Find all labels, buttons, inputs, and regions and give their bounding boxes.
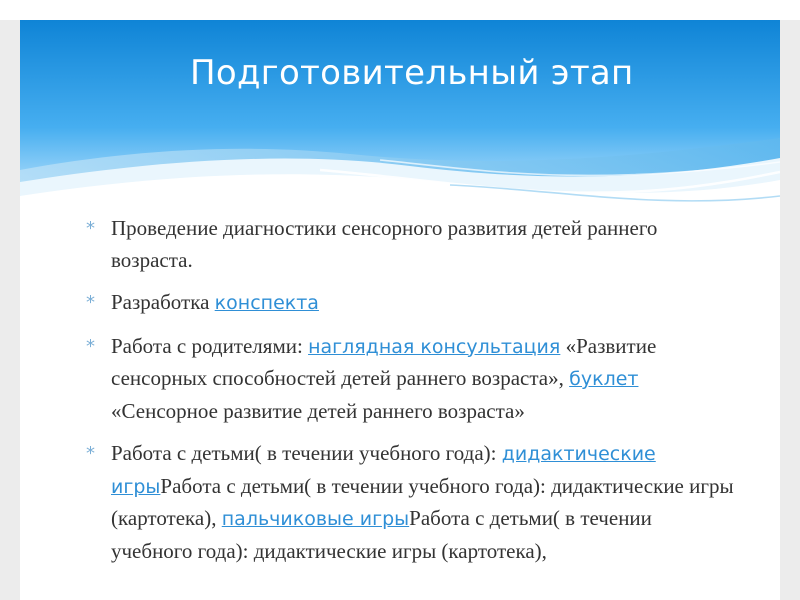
bullet-text: Работа с детьми( в течении учебного года): <box>111 441 502 465</box>
bullet-text: Проведение диагностики сенсорного развития детей раннего возраста. <box>111 216 658 272</box>
booklet-link[interactable]: буклет <box>569 368 639 390</box>
bullet-text: Работа с родителями: <box>111 333 309 358</box>
bullet-text: Работа с детьми( в течении учебного года): дидактические игры (картотека), <box>111 506 652 563</box>
asterisk-bullet-icon: * <box>86 218 95 239</box>
finger-games-link[interactable]: пальчиковые игры <box>221 508 410 530</box>
bullet-item-children <box>86 438 736 567</box>
slide-header <box>20 20 780 215</box>
asterisk-bullet-icon: * <box>86 292 95 313</box>
header-wave-background <box>20 20 780 215</box>
bullet-text: Работа с детьми( в течении учебного года): дидактические игры (картотека), <box>111 473 734 530</box>
didactic-games-link[interactable]: дидактические игры <box>111 443 656 498</box>
asterisk-bullet-icon: * <box>86 443 95 464</box>
slide-title: Подготовительный этап <box>190 53 634 93</box>
right-side-bar <box>780 20 800 600</box>
bullet-text: «Развитие сенсорных способностей детей раннего возраста», <box>111 333 657 390</box>
bullet-text: Разработка <box>111 290 215 314</box>
bullet-item-parents <box>86 331 736 428</box>
bullet-item-diagnostics <box>86 213 736 276</box>
bullet-text: «Сенсорное развитие детей раннего возраста» <box>111 398 525 423</box>
consultation-link[interactable]: наглядная консультация <box>308 335 561 358</box>
outline-link[interactable]: конспекта <box>214 292 319 314</box>
bullet-list <box>86 213 736 578</box>
left-side-bar <box>0 20 20 600</box>
bullet-item-outline <box>86 287 736 320</box>
asterisk-bullet-icon: * <box>86 335 95 357</box>
